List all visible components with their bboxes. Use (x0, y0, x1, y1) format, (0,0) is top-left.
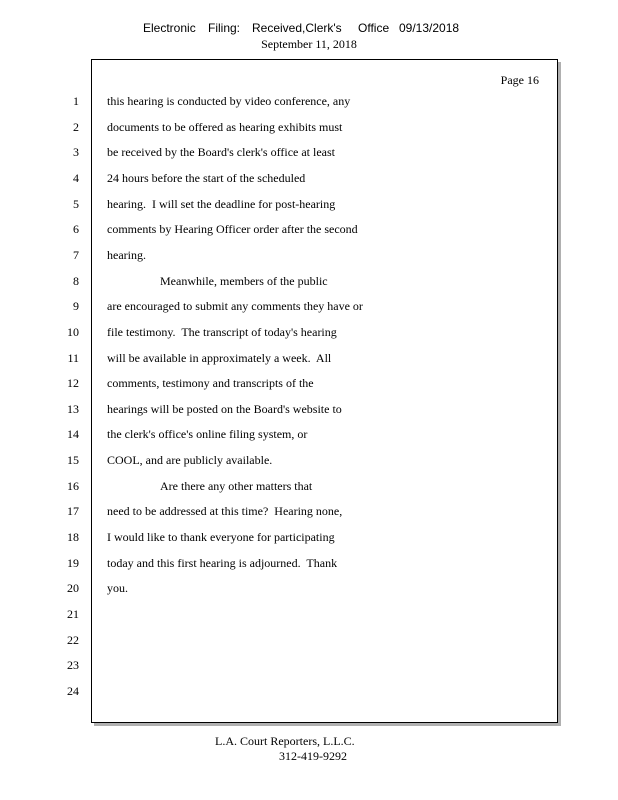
line-number: 12 (67, 376, 79, 390)
line-number: 22 (67, 633, 79, 647)
line-number: 14 (67, 427, 79, 441)
line-number: 15 (67, 453, 79, 467)
line-number: 24 (67, 684, 79, 698)
line-number: 18 (67, 530, 79, 544)
transcript-line: Are there any other matters that (160, 479, 313, 493)
line-number: 4 (73, 171, 79, 185)
footer-company: L.A. Court Reporters, L.L.C. (215, 734, 355, 748)
transcript-line: file testimony. The transcript of today's hearing (107, 325, 337, 339)
transcript-line: you. (107, 581, 128, 595)
line-number: 8 (73, 274, 79, 288)
line-number: 3 (73, 145, 79, 159)
footer-phone: 312-419-9292 (279, 749, 347, 763)
line-number: 20 (67, 581, 79, 595)
transcript-line: COOL, and are publicly available. (107, 453, 273, 467)
transcript-line: documents to be offered as hearing exhibits must (107, 120, 343, 134)
transcript-line: today and this first hearing is adjourned. Thank (107, 556, 338, 570)
line-number: 17 (67, 504, 79, 518)
line-number: 21 (67, 607, 79, 621)
line-number: 2 (73, 120, 79, 134)
transcript-line: hearing. (107, 248, 146, 262)
transcript-line: are encouraged to submit any comments they have or (107, 299, 363, 313)
transcript-line: hearing. I will set the deadline for post-hearing (107, 197, 336, 211)
transcript-line: I would like to thank everyone for participating (107, 530, 335, 544)
line-number: 10 (67, 325, 79, 339)
stamp-part: Office (358, 21, 390, 35)
line-number: 13 (67, 402, 79, 416)
line-number: 23 (67, 658, 79, 672)
transcript-line: 24 hours before the start of the scheduled (107, 171, 306, 185)
header-date: September 11, 2018 (261, 37, 357, 51)
line-number: 9 (73, 299, 79, 313)
line-number: 7 (73, 248, 79, 262)
transcript-line: comments, testimony and transcripts of the (107, 376, 314, 390)
stamp-part: Filing: (208, 21, 241, 35)
transcript-line: will be available in approximately a week. All (107, 351, 332, 365)
transcript-line: this hearing is conducted by video conference, any (107, 94, 351, 108)
transcript-line: the clerk's office's online filing system, or (107, 427, 308, 441)
line-number: 16 (67, 479, 79, 493)
transcript-line: comments by Hearing Officer order after the second (107, 222, 358, 236)
transcript-line: be received by the Board's clerk's office at least (107, 145, 336, 159)
transcript-line: need to be addressed at this time? Hearing none, (107, 504, 343, 518)
line-number: 1 (73, 94, 79, 108)
line-number: 19 (67, 556, 79, 570)
line-number: 5 (73, 197, 79, 211)
stamp-part: Received,Clerk's (252, 21, 342, 35)
filing-stamp (0, 21, 618, 37)
transcript-line: Meanwhile, members of the public (160, 274, 328, 288)
stamp-part: Electronic (143, 21, 196, 35)
line-number: 6 (73, 222, 79, 236)
stamp-part: 09/13/2018 (399, 21, 460, 35)
transcript-line: hearings will be posted on the Board's website to (107, 402, 342, 416)
page-label: Page 16 (500, 73, 539, 87)
line-number: 11 (67, 351, 79, 365)
